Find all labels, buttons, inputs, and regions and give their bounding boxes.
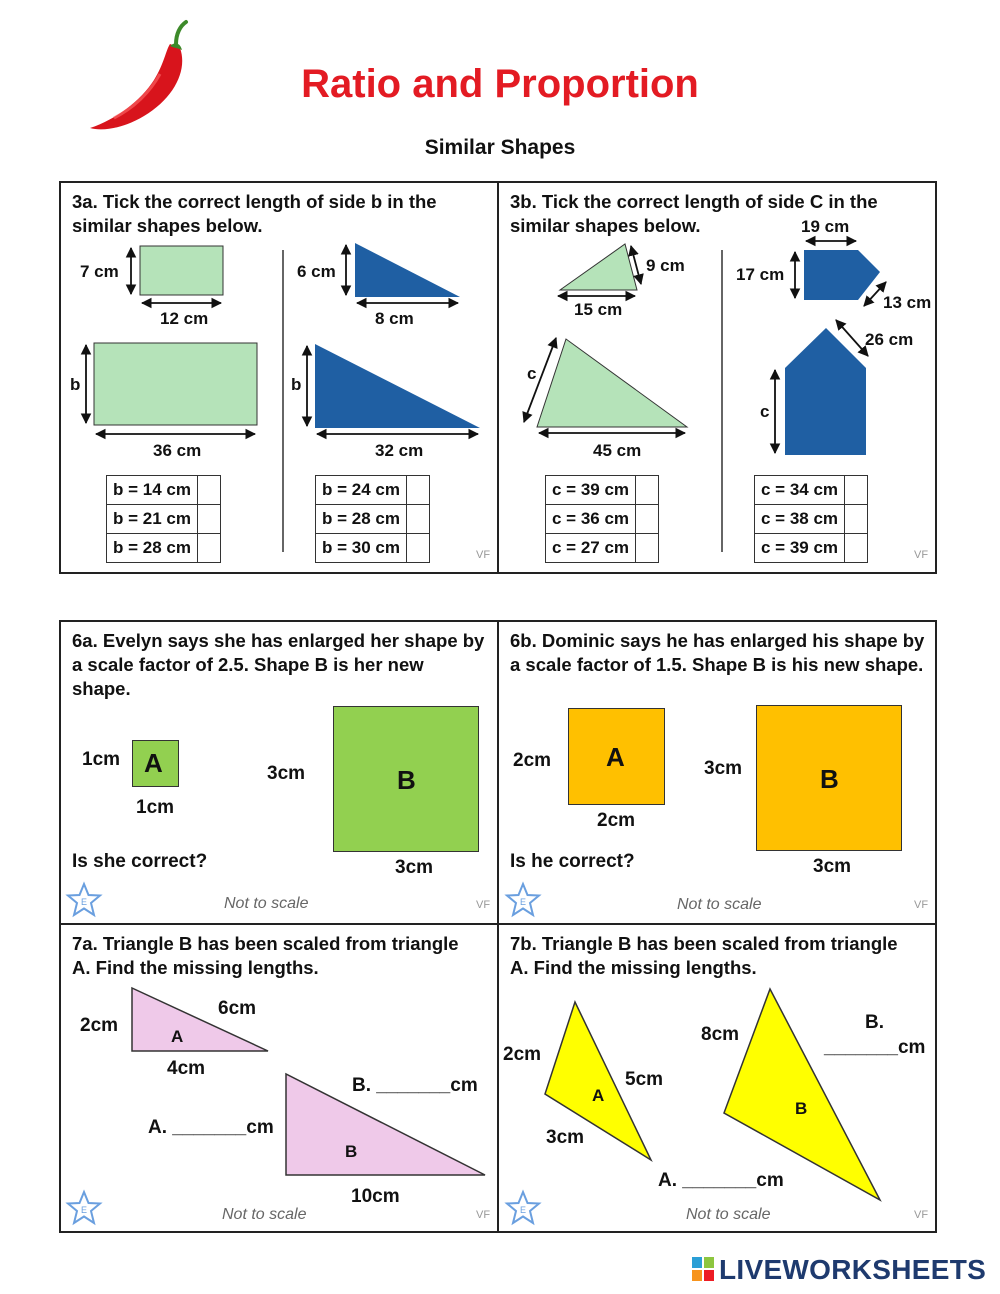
option-label: c = 39 cm xyxy=(755,534,845,563)
q7b-blank-b-line[interactable]: _______cm xyxy=(824,1037,926,1058)
q6a-not-to-scale: Not to scale xyxy=(224,895,309,912)
q3a-mark: VF xyxy=(476,549,491,561)
q3b-tri-large-side: c xyxy=(527,364,537,383)
q7a-mark: VF xyxy=(476,1209,491,1221)
q7a-a-base: 4cm xyxy=(167,1058,206,1079)
q7a-a-label: A xyxy=(171,1027,184,1046)
q3a-tri-large-width: 32 cm xyxy=(375,441,424,460)
q7a-a-height: 2cm xyxy=(80,1015,119,1036)
q3b-tri-small-side: 9 cm xyxy=(646,256,685,275)
q7a-b-base: 10cm xyxy=(351,1186,400,1207)
q6b-not-to-scale: Not to scale xyxy=(677,896,762,913)
option-label: c = 36 cm xyxy=(546,505,636,534)
option-label: b = 28 cm xyxy=(107,534,198,563)
q7b-b-left: 8cm xyxy=(701,1024,740,1045)
q7a-b-label: B xyxy=(345,1142,358,1161)
q6b-a-side: 2cm xyxy=(513,750,552,771)
option-label: b = 24 cm xyxy=(316,476,407,505)
q3b-mark: VF xyxy=(914,549,929,561)
q6a-b-side: 3cm xyxy=(267,763,306,784)
q7b-mark: VF xyxy=(914,1209,929,1221)
option-label: c = 39 cm xyxy=(546,476,636,505)
q6a-question: Is she correct? xyxy=(72,851,208,872)
q7b-a-right: 5cm xyxy=(625,1069,664,1090)
q7b-a-label: A xyxy=(592,1086,605,1105)
q3b-pent-large-height: c xyxy=(760,402,770,421)
q3b-prompt: 3b. Tick the correct length of side C in the similar shapes below. xyxy=(510,191,878,236)
q6a-prompt: 6a. Evelyn says she has enlarged her shape by a scale factor of 2.5. Shape B is her new shape. xyxy=(72,630,485,699)
option-label: c = 38 cm xyxy=(755,505,845,534)
q3a-rect-large-width: 36 cm xyxy=(153,441,202,460)
q3b-pent-small-height: 17 cm xyxy=(736,265,785,284)
q6a-shape-b-label: B xyxy=(397,765,416,795)
page-title: Ratio and Proportion xyxy=(301,62,699,106)
q7b-star-letter: E xyxy=(520,1205,527,1215)
q7b-blank-a[interactable]: A. _______cm xyxy=(658,1170,784,1191)
q6b-shape-a-label: A xyxy=(606,742,625,772)
q6b-prompt: 6b. Dominic says he has enlarged his shape by a scale factor of 1.5. Shape B is his new shape. xyxy=(510,630,925,675)
q3a-tri-small-height: 6 cm xyxy=(297,262,336,281)
q6a-a-side: 1cm xyxy=(82,749,121,770)
q6b-question: Is he correct? xyxy=(510,851,635,872)
q7b-b-label: B xyxy=(795,1099,808,1118)
q6b-mark: VF xyxy=(914,899,929,911)
q6b-b-base: 3cm xyxy=(813,856,852,877)
q3b-tri-large-base: 45 cm xyxy=(593,441,642,460)
q3a-tri-large-height: b xyxy=(291,375,302,394)
page-subtitle: Similar Shapes xyxy=(424,136,576,159)
q7a-prompt: 7a. Triangle B has been scaled from triangle A. Find the missing lengths. xyxy=(72,933,459,978)
q3a-tri-small-width: 8 cm xyxy=(375,309,414,328)
liveworksheets-logo-icon xyxy=(692,1257,716,1283)
q7a-blank-a[interactable]: A. _______cm xyxy=(148,1117,274,1138)
q6a-shape-a-label: A xyxy=(144,748,163,778)
q7a-star-letter: E xyxy=(81,1205,88,1215)
option-label: b = 14 cm xyxy=(107,476,198,505)
q6a-star-letter: E xyxy=(81,897,88,907)
q3a-rect-small-width: 12 cm xyxy=(160,309,209,328)
q7a-not-to-scale: Not to scale xyxy=(222,1206,307,1223)
q7b-prompt: 7b. Triangle B has been scaled from triangle A. Find the missing lengths. xyxy=(510,933,898,978)
q6b-shape-b-label: B xyxy=(820,764,839,794)
q3a-rect-small-height: 7 cm xyxy=(80,262,119,281)
q3b-pent-small-top: 19 cm xyxy=(801,217,850,236)
q3b-pent-small-slant: 13 cm xyxy=(883,293,932,312)
q3a-prompt: 3a. Tick the correct length of side b in the similar shapes below. xyxy=(72,191,437,236)
q6b-star-letter: E xyxy=(520,897,527,907)
option-label: c = 34 cm xyxy=(755,476,845,505)
q7b-a-bottom: 3cm xyxy=(546,1127,585,1148)
liveworksheets-logo-text: LIVEWORKSHEETS xyxy=(719,1254,987,1285)
q6a-b-base: 3cm xyxy=(395,857,434,878)
q6a-a-base: 1cm xyxy=(136,797,175,818)
q6b-b-side: 3cm xyxy=(704,758,743,779)
q6b-a-base: 2cm xyxy=(597,810,636,831)
q3b-tri-small-base: 15 cm xyxy=(574,300,623,319)
q7a-blank-b[interactable]: B. _______cm xyxy=(352,1075,478,1096)
q3b-pent-large-slant: 26 cm xyxy=(865,330,914,349)
q7b-blank-b-letter: B. xyxy=(865,1012,884,1033)
q7b-a-left: 2cm xyxy=(503,1044,542,1065)
q7a-a-hypotenuse: 6cm xyxy=(218,998,257,1019)
option-label: b = 28 cm xyxy=(316,505,407,534)
q7b-not-to-scale: Not to scale xyxy=(686,1206,771,1223)
option-label: b = 30 cm xyxy=(316,534,407,563)
q3a-rect-large-height: b xyxy=(70,375,81,394)
q6a-mark: VF xyxy=(476,899,491,911)
option-label: b = 21 cm xyxy=(107,505,198,534)
option-label: c = 27 cm xyxy=(546,534,636,563)
liveworksheets-logo xyxy=(692,1254,986,1286)
